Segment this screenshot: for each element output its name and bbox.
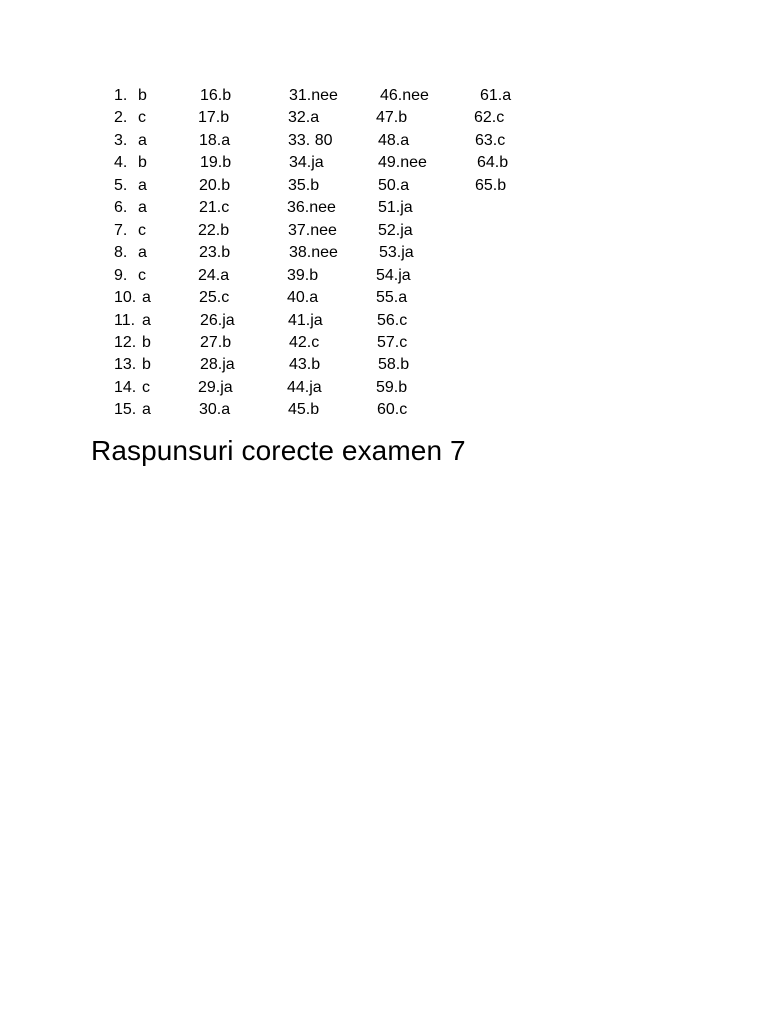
answer-col2: 16.b: [200, 87, 232, 104]
answer-row: [0, 377, 768, 399]
row-number: 3.: [114, 132, 128, 149]
answer-col3: 36.nee: [287, 199, 336, 216]
answer-col3: 37.nee: [288, 222, 337, 239]
answer-row: [0, 220, 768, 242]
answer-col5: 61.a: [480, 87, 512, 104]
answer-col4: 55.a: [376, 289, 408, 306]
answer-col2: 20.b: [199, 177, 231, 194]
answer-col4: 52.ja: [378, 222, 413, 239]
answer-col2: 21.c: [199, 199, 230, 216]
answer-row: [0, 287, 768, 309]
row-number: 10.: [114, 289, 137, 306]
answer-row: [0, 310, 768, 332]
row-answer: b: [138, 87, 147, 104]
answer-col3: 38.nee: [289, 244, 338, 261]
answer-col5: 65.b: [475, 177, 507, 194]
answer-col4: 56.c: [377, 312, 408, 329]
answer-row: [0, 197, 768, 219]
answer-col2: 29.ja: [198, 379, 233, 396]
answer-row: [0, 85, 768, 107]
answer-col4: 49.nee: [378, 154, 427, 171]
answer-col2: 28.ja: [200, 356, 235, 373]
row-number: 14.: [114, 379, 137, 396]
row-answer: b: [142, 356, 151, 373]
row-answer: a: [138, 177, 147, 194]
answer-key-list: [0, 0, 768, 430]
answer-col5: 63.c: [475, 132, 506, 149]
row-answer: c: [138, 109, 146, 126]
answer-col3: 43.b: [289, 356, 321, 373]
answer-col4: 57.c: [377, 334, 408, 351]
row-answer: b: [138, 154, 147, 171]
answer-row: [0, 242, 768, 264]
answer-row: [0, 107, 768, 129]
answer-col5: 62.c: [474, 109, 505, 126]
row-number: 7.: [114, 222, 128, 239]
row-number: 2.: [114, 109, 128, 126]
answer-row: [0, 130, 768, 152]
answer-row: [0, 175, 768, 197]
answer-col3: 32.a: [288, 109, 320, 126]
answer-row: [0, 332, 768, 354]
row-answer: b: [142, 334, 151, 351]
row-number: 13.: [114, 356, 137, 373]
answer-col3: 33. 80: [288, 132, 333, 149]
answer-col3: 39.b: [287, 267, 319, 284]
answer-col4: 58.b: [378, 356, 410, 373]
answer-col2: 17.b: [198, 109, 230, 126]
answer-col3: 41.ja: [288, 312, 323, 329]
answer-col5: 64.b: [477, 154, 509, 171]
answer-col2: 26.ja: [200, 312, 235, 329]
row-answer: c: [138, 222, 146, 239]
row-answer: a: [138, 199, 147, 216]
row-number: 6.: [114, 199, 128, 216]
answer-col3: 31.nee: [289, 87, 338, 104]
answer-col4: 51.ja: [378, 199, 413, 216]
answer-col3: 42.c: [289, 334, 320, 351]
row-answer: a: [138, 132, 147, 149]
answer-col2: 22.b: [198, 222, 230, 239]
answer-col2: 19.b: [200, 154, 232, 171]
answer-col3: 35.b: [288, 177, 320, 194]
answer-col2: 27.b: [200, 334, 232, 351]
answer-col2: 30.a: [199, 401, 231, 418]
row-answer: c: [142, 379, 150, 396]
row-number: 1.: [114, 87, 128, 104]
answer-col3: 34.ja: [289, 154, 324, 171]
answer-col3: 45.b: [288, 401, 320, 418]
row-answer: c: [138, 267, 146, 284]
row-answer: a: [142, 289, 151, 306]
answer-col4: 48.a: [378, 132, 410, 149]
page-title: Raspunsuri corecte examen 7: [91, 435, 466, 466]
answer-col3: 40.a: [287, 289, 319, 306]
row-answer: a: [142, 312, 151, 329]
answer-col4: 59.b: [376, 379, 408, 396]
answer-row: [0, 152, 768, 174]
row-number: 15.: [114, 401, 137, 418]
answer-col3: 44.ja: [287, 379, 322, 396]
answer-row: [0, 399, 768, 421]
answer-row: [0, 354, 768, 376]
row-number: 5.: [114, 177, 128, 194]
row-answer: a: [138, 244, 147, 261]
row-number: 4.: [114, 154, 128, 171]
answer-col2: 24.a: [198, 267, 230, 284]
answer-col4: 47.b: [376, 109, 408, 126]
row-number: 12.: [114, 334, 137, 351]
answer-col2: 23.b: [199, 244, 231, 261]
row-number: 9.: [114, 267, 128, 284]
answer-col4: 53.ja: [379, 244, 414, 261]
row-answer: a: [142, 401, 151, 418]
row-number: 11.: [114, 312, 136, 329]
answer-col4: 46.nee: [380, 87, 429, 104]
answer-col4: 54.ja: [376, 267, 411, 284]
answer-col2: 25.c: [199, 289, 230, 306]
answer-row: [0, 265, 768, 287]
answer-col4: 60.c: [377, 401, 408, 418]
row-number: 8.: [114, 244, 128, 261]
answer-col2: 18.a: [199, 132, 231, 149]
answer-col4: 50.a: [378, 177, 410, 194]
